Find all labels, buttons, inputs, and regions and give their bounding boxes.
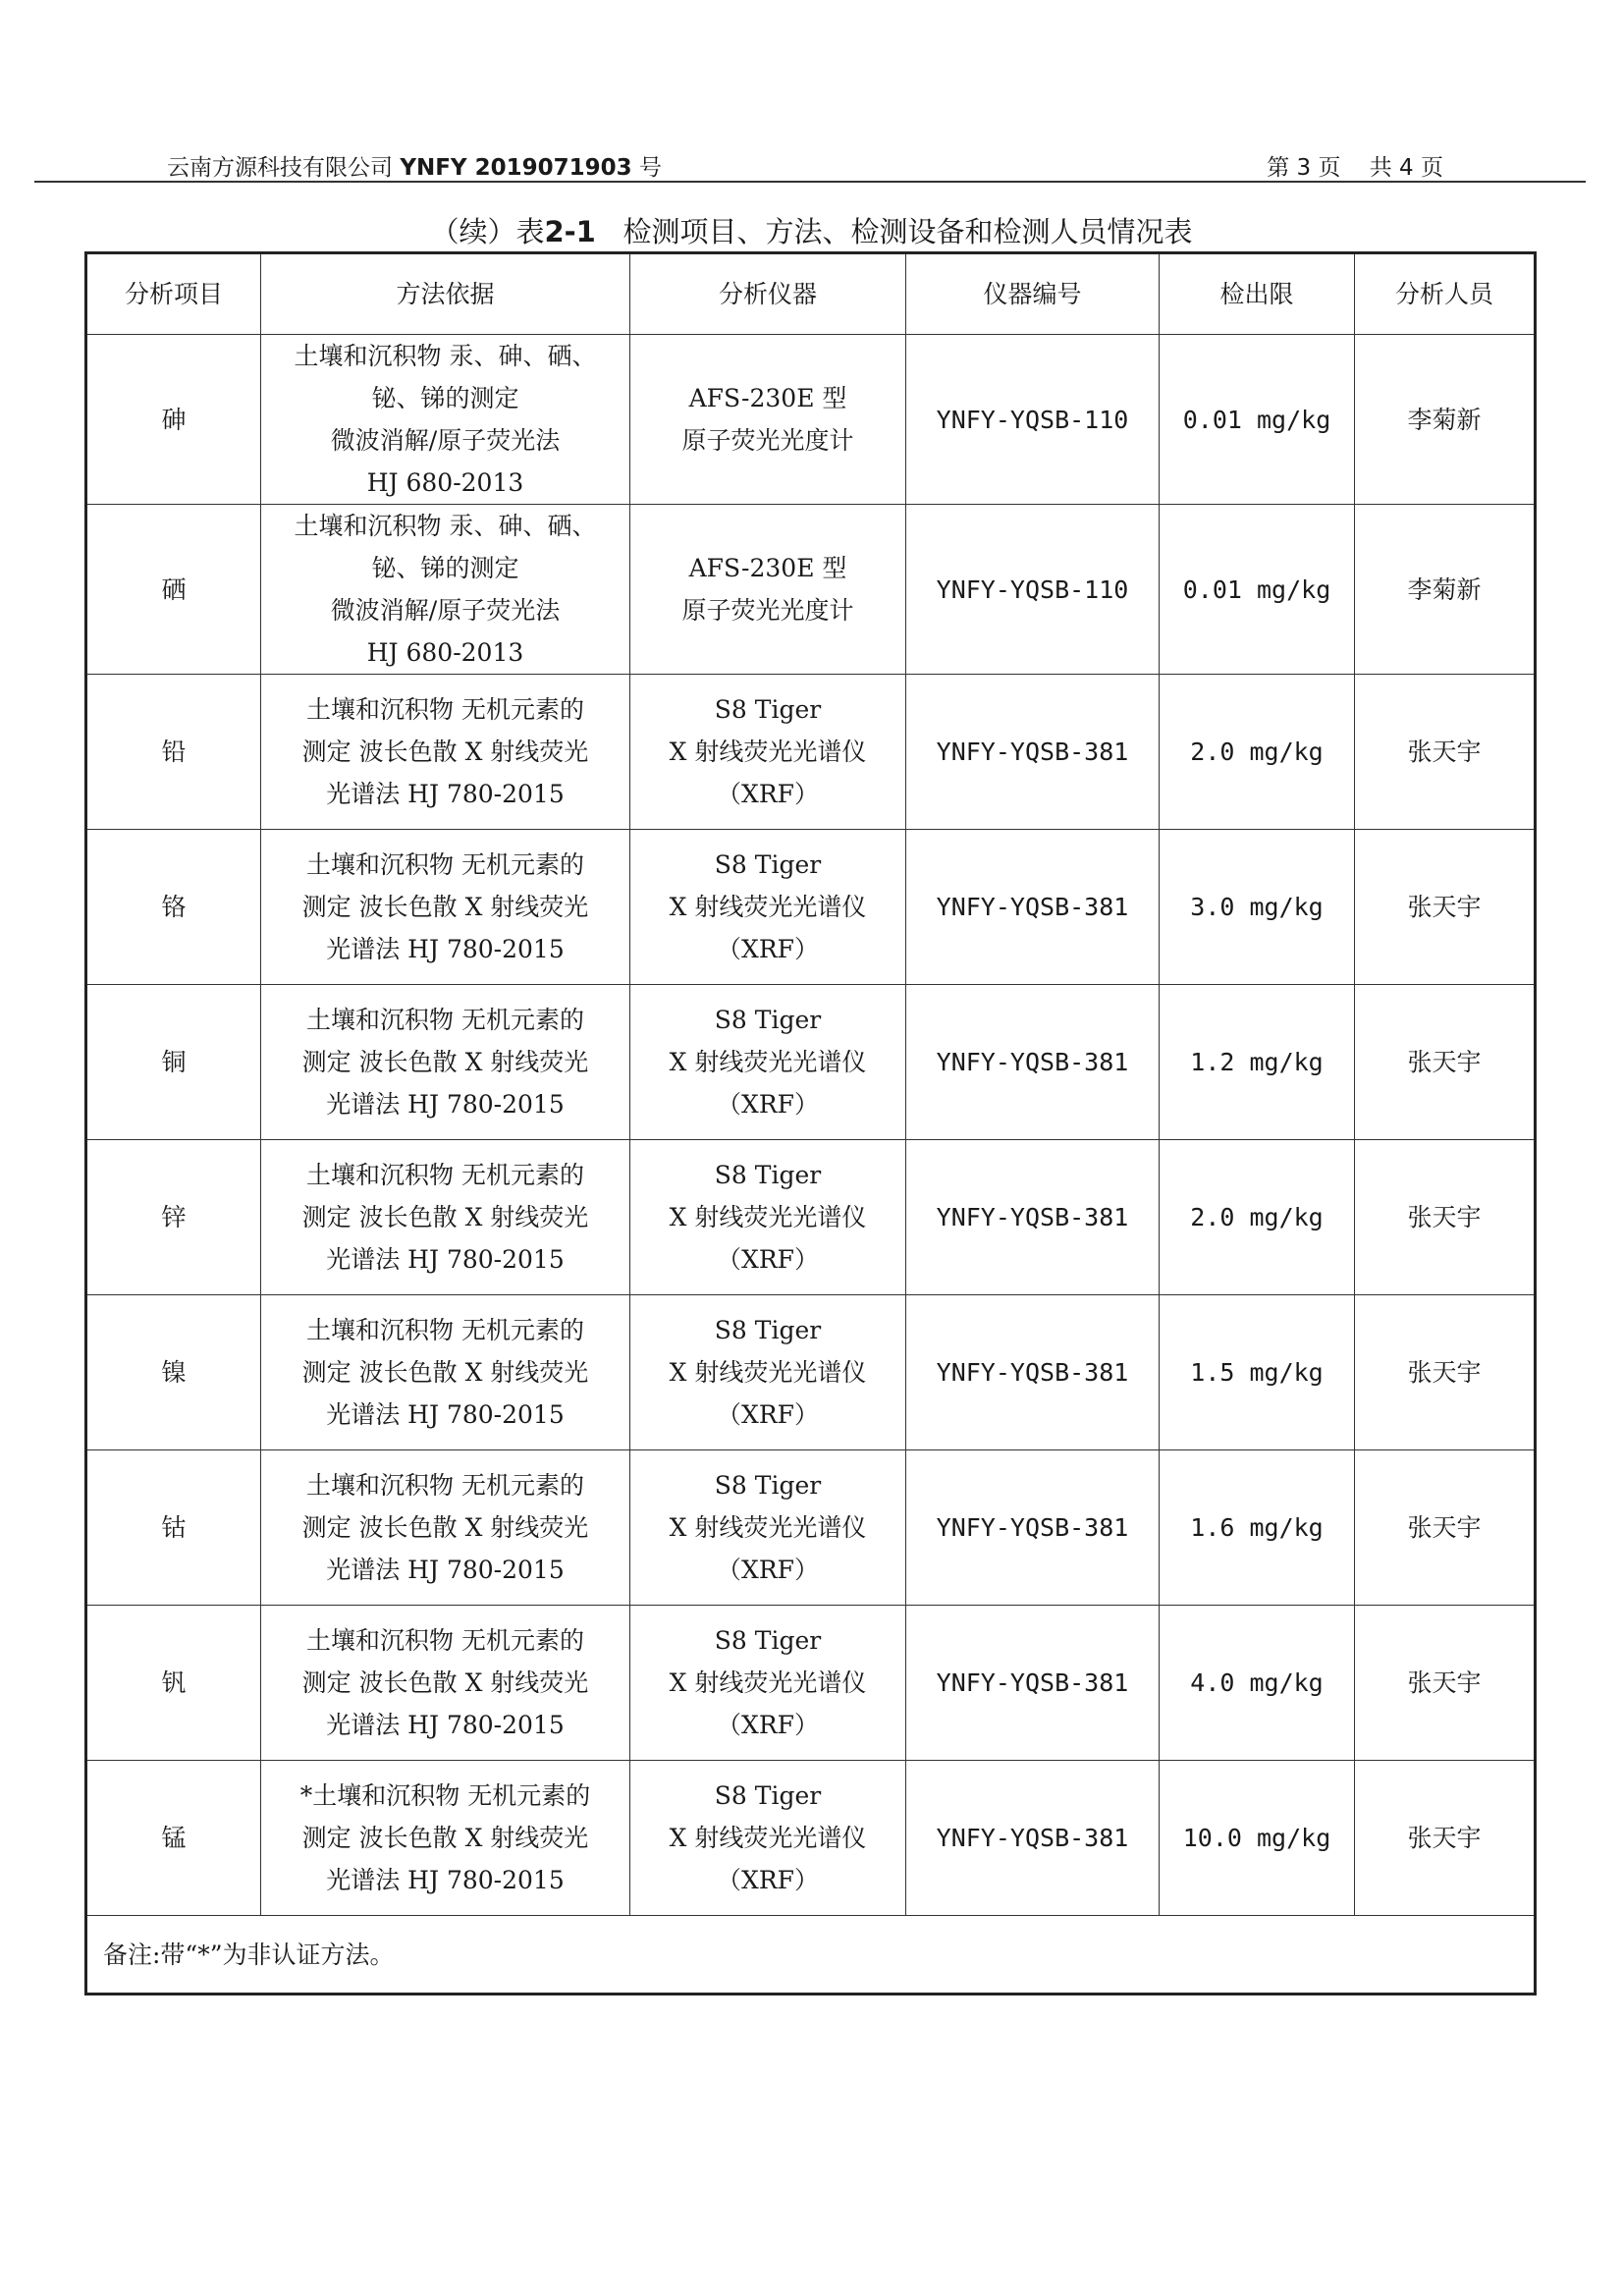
analyst-cell: 张天宇	[1355, 985, 1536, 1140]
analyst-cell: 张天宇	[1355, 1295, 1536, 1450]
table-row	[86, 1295, 1536, 1450]
analysis-item-cell: 镍	[86, 1295, 261, 1450]
instrument-cell-line: X 射线荧光光谱仪	[669, 1824, 867, 1852]
instrument-cell	[630, 830, 906, 985]
method-cell-line: 测定 波长色散 X 射线荧光	[301, 738, 589, 766]
analyst-cell: 张天宇	[1355, 1606, 1536, 1761]
instrument-cell-line: S8 Tiger	[714, 1471, 822, 1500]
col-header-instrument: 分析仪器	[630, 253, 906, 335]
instrument-cell-line: X 射线荧光光谱仪	[669, 1668, 867, 1697]
method-cell	[261, 1761, 630, 1916]
page-header	[167, 143, 1443, 179]
caption-prefix: （续）表	[430, 215, 545, 248]
method-cell-line: 微波消解/原子荧光法	[330, 426, 561, 455]
instrument-no-cell: YNFY-YQSB-381	[906, 985, 1160, 1140]
instrument-cell	[630, 1606, 906, 1761]
table-row	[86, 1761, 1536, 1916]
detection-limit-cell: 1.6 mg/kg	[1160, 1450, 1355, 1606]
method-cell-line: 测定 波长色散 X 射线荧光	[301, 1668, 589, 1697]
method-cell-line: 土壤和沉积物 无机元素的	[306, 850, 584, 879]
col-header-analyst: 分析人员	[1355, 253, 1536, 335]
method-cell-line: 土壤和沉积物 无机元素的	[306, 1006, 584, 1034]
method-cell	[261, 675, 630, 830]
remarks-text: 备注:带“*”为非认证方法。	[86, 1916, 1536, 1995]
analyst-cell: 张天宇	[1355, 675, 1536, 830]
analysis-item-cell: 锌	[86, 1140, 261, 1295]
method-cell-line: 测定 波长色散 X 射线荧光	[301, 1513, 589, 1542]
method-cell-line: HJ 680-2013	[366, 638, 524, 667]
instrument-cell-line: （XRF）	[717, 935, 819, 963]
instrument-no-cell: YNFY-YQSB-381	[906, 1295, 1160, 1450]
table-row	[86, 985, 1536, 1140]
detection-limit-cell: 3.0 mg/kg	[1160, 830, 1355, 985]
instrument-cell-line: （XRF）	[717, 1090, 819, 1119]
instrument-no-cell: YNFY-YQSB-381	[906, 1761, 1160, 1916]
analysis-item-cell: 锰	[86, 1761, 261, 1916]
report-suffix: 号	[638, 155, 662, 181]
table-row	[86, 675, 1536, 830]
method-cell-line: 微波消解/原子荧光法	[330, 596, 561, 625]
instrument-no-cell: YNFY-YQSB-110	[906, 335, 1160, 505]
instrument-cell-line: X 射线荧光光谱仪	[669, 1203, 867, 1231]
method-cell-line: 测定 波长色散 X 射线荧光	[301, 893, 589, 921]
table-header-row	[86, 253, 1536, 335]
instrument-cell	[630, 335, 906, 505]
instrument-cell-line: （XRF）	[717, 1711, 819, 1739]
instrument-cell-line: 原子荧光光度计	[681, 426, 854, 455]
page-total: 共 4 页	[1369, 155, 1443, 181]
analysis-item-cell: 铅	[86, 675, 261, 830]
instrument-cell	[630, 505, 906, 675]
instrument-cell	[630, 1761, 906, 1916]
instrument-no-cell: YNFY-YQSB-381	[906, 1450, 1160, 1606]
col-header-item: 分析项目	[86, 253, 261, 335]
instrument-cell-line: X 射线荧光光谱仪	[669, 1513, 867, 1542]
page-number: 第 3 页	[1267, 155, 1341, 181]
remarks-row	[86, 1916, 1536, 1995]
method-cell-line: 光谱法 HJ 780-2015	[326, 780, 565, 808]
instrument-cell-line: （XRF）	[717, 1556, 819, 1584]
instrument-no-cell: YNFY-YQSB-381	[906, 830, 1160, 985]
method-cell-line: 光谱法 HJ 780-2015	[326, 1400, 565, 1429]
method-cell-line: 土壤和沉积物 汞、砷、硒、	[294, 512, 597, 540]
instrument-cell	[630, 985, 906, 1140]
detection-limit-cell: 1.2 mg/kg	[1160, 985, 1355, 1140]
instrument-cell-line: 原子荧光光度计	[681, 596, 854, 625]
method-cell-line: HJ 680-2013	[366, 468, 524, 497]
detection-limit-cell: 2.0 mg/kg	[1160, 675, 1355, 830]
method-cell-line: 光谱法 HJ 780-2015	[326, 935, 565, 963]
method-cell-line: 土壤和沉积物 汞、砷、硒、	[294, 342, 597, 370]
instrument-cell-line: （XRF）	[717, 780, 819, 808]
method-cell-line: 土壤和沉积物 无机元素的	[306, 1626, 584, 1655]
instrument-cell-line: S8 Tiger	[714, 1316, 822, 1344]
analyst-cell: 张天宇	[1355, 1450, 1536, 1606]
company-name: 云南方源科技有限公司	[167, 155, 393, 181]
method-cell-line: 光谱法 HJ 780-2015	[326, 1711, 565, 1739]
instrument-cell-line: S8 Tiger	[714, 1781, 822, 1810]
method-cell-line: 测定 波长色散 X 射线荧光	[301, 1048, 589, 1076]
instrument-cell-line: （XRF）	[717, 1400, 819, 1429]
instrument-cell	[630, 1140, 906, 1295]
instrument-cell-line: X 射线荧光光谱仪	[669, 1048, 867, 1076]
detection-limit-cell: 1.5 mg/kg	[1160, 1295, 1355, 1450]
method-cell-line: 光谱法 HJ 780-2015	[326, 1556, 565, 1584]
analysis-item-cell: 铜	[86, 985, 261, 1140]
instrument-no-cell: YNFY-YQSB-381	[906, 1140, 1160, 1295]
method-cell-line: 土壤和沉积物 无机元素的	[306, 1161, 584, 1189]
instrument-no-cell: YNFY-YQSB-381	[906, 675, 1160, 830]
instrument-no-cell: YNFY-YQSB-110	[906, 505, 1160, 675]
instrument-cell	[630, 675, 906, 830]
instrument-no-cell: YNFY-YQSB-381	[906, 1606, 1160, 1761]
method-cell-line: 铋、锑的测定	[371, 384, 519, 412]
caption-title: 检测项目、方法、检测设备和检测人员情况表	[622, 215, 1193, 248]
table-row	[86, 830, 1536, 985]
instrument-cell	[630, 1450, 906, 1606]
method-cell-line: 土壤和沉积物 无机元素的	[306, 1471, 584, 1500]
header-divider	[34, 181, 1586, 183]
col-header-instrument-no: 仪器编号	[906, 253, 1160, 335]
instrument-cell-line: S8 Tiger	[714, 1006, 822, 1034]
detection-limit-cell: 2.0 mg/kg	[1160, 1140, 1355, 1295]
analysis-item-cell: 铬	[86, 830, 261, 985]
instrument-cell-line: S8 Tiger	[714, 1161, 822, 1189]
analysis-item-cell: 硒	[86, 505, 261, 675]
method-cell	[261, 985, 630, 1140]
analysis-item-cell: 钒	[86, 1606, 261, 1761]
table-row	[86, 505, 1536, 675]
analysis-item-cell: 钴	[86, 1450, 261, 1606]
caption-number: 2-1	[544, 215, 596, 248]
instrument-cell-line: AFS-230E 型	[688, 554, 847, 582]
method-cell	[261, 1140, 630, 1295]
instrument-cell-line: （XRF）	[717, 1866, 819, 1894]
method-cell-line: 测定 波长色散 X 射线荧光	[301, 1203, 589, 1231]
table-caption	[0, 210, 1623, 250]
instrument-cell-line: S8 Tiger	[714, 695, 822, 724]
table-row	[86, 1140, 1536, 1295]
method-cell	[261, 1606, 630, 1761]
analyst-cell: 李菊新	[1355, 335, 1536, 505]
method-cell-line: 光谱法 HJ 780-2015	[326, 1866, 565, 1894]
analyst-cell: 张天宇	[1355, 830, 1536, 985]
method-cell-line: 土壤和沉积物 无机元素的	[306, 695, 584, 724]
method-cell-line: 光谱法 HJ 780-2015	[326, 1090, 565, 1119]
page-indicator	[1267, 149, 1443, 182]
method-cell-line: 测定 波长色散 X 射线荧光	[301, 1358, 589, 1387]
instrument-cell-line: （XRF）	[717, 1245, 819, 1274]
col-header-method: 方法依据	[261, 253, 630, 335]
analysis-item-cell: 砷	[86, 335, 261, 505]
instrument-cell-line: S8 Tiger	[714, 1626, 822, 1655]
detection-limit-cell: 0.01 mg/kg	[1160, 335, 1355, 505]
method-cell	[261, 1295, 630, 1450]
detection-limit-cell: 0.01 mg/kg	[1160, 505, 1355, 675]
report-id	[167, 149, 662, 182]
detection-limit-cell: 4.0 mg/kg	[1160, 1606, 1355, 1761]
method-cell-line: 铋、锑的测定	[371, 554, 519, 582]
analyst-cell: 张天宇	[1355, 1140, 1536, 1295]
instrument-cell-line: X 射线荧光光谱仪	[669, 1358, 867, 1387]
report-code: YNFY 2019071903	[400, 155, 632, 181]
instrument-cell-line: S8 Tiger	[714, 850, 822, 879]
test-items-table	[84, 251, 1537, 1995]
method-cell	[261, 1450, 630, 1606]
table-row	[86, 335, 1536, 505]
instrument-cell	[630, 1295, 906, 1450]
table-row	[86, 1606, 1536, 1761]
method-cell-line: 土壤和沉积物 无机元素的	[306, 1316, 584, 1344]
instrument-cell-line: X 射线荧光光谱仪	[669, 893, 867, 921]
analyst-cell: 李菊新	[1355, 505, 1536, 675]
instrument-cell-line: X 射线荧光光谱仪	[669, 738, 867, 766]
method-cell-line: *土壤和沉积物 无机元素的	[299, 1781, 591, 1810]
table-row	[86, 1450, 1536, 1606]
instrument-cell-line: AFS-230E 型	[688, 384, 847, 412]
method-cell	[261, 505, 630, 675]
detection-limit-cell: 10.0 mg/kg	[1160, 1761, 1355, 1916]
method-cell	[261, 335, 630, 505]
method-cell	[261, 830, 630, 985]
col-header-limit: 检出限	[1160, 253, 1355, 335]
analyst-cell: 张天宇	[1355, 1761, 1536, 1916]
method-cell-line: 测定 波长色散 X 射线荧光	[301, 1824, 589, 1852]
method-cell-line: 光谱法 HJ 780-2015	[326, 1245, 565, 1274]
